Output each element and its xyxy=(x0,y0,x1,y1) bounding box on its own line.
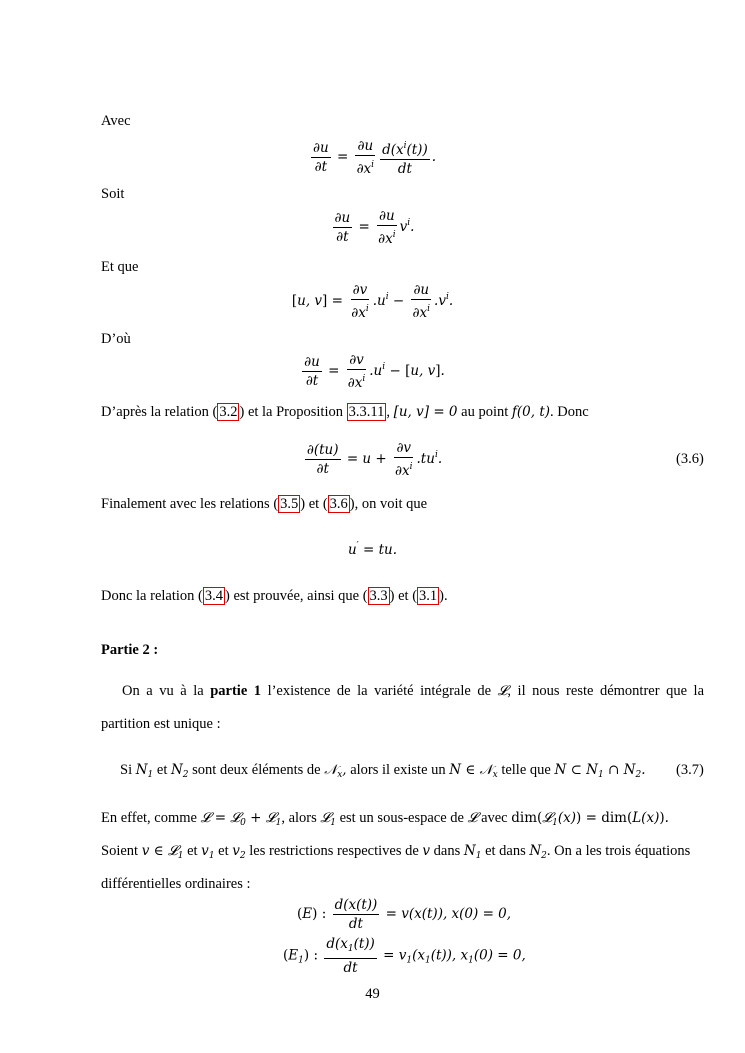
equation-3-6: $\frac{\partial(tu)}{\partial t}$ = u + $\frac{\partial v}{\partial x^i}$ $.tu^i$. xyxy=(306,440,443,479)
equation-number-3-6: (3.6) xyxy=(676,451,704,467)
equation-number-3-7: (3.7) xyxy=(676,762,704,778)
paragraph-soient: Soient v ∈ 𝓛$_1$ et $v_1$ et $v_2$ les restrictions respectives de v dans $N_1$ et dans $N_2$. On a les trois équations xyxy=(101,843,691,861)
paragraph-en-effet: En effet, comme 𝓛 = 𝓛$_0$ + 𝓛$_1$, alors 𝓛$_1$ est un sous-espace de 𝓛 avec dim(𝓛$_1$(x)) = dim(L(x)). xyxy=(101,810,669,828)
link-ref-3-3[interactable]: 3.3 xyxy=(369,588,388,604)
link-ref-3-1[interactable]: 3.1 xyxy=(419,588,438,604)
equation-u-prime: u′ = tu. xyxy=(347,541,398,558)
equation-E1: $(E_1)$ : $\frac{d(x_1(t))}{dt}$ = $v_1(x_1(t))$, $x_1(0) = 0$, xyxy=(283,936,526,976)
link-ref-3-6[interactable]: 3.6 xyxy=(329,496,348,512)
equation-du-dt-v: $\frac{\partial u}{\partial t}$ = $\frac{\partial u}{\partial x^i}$ $v^i$. xyxy=(334,208,415,247)
page-number: 49 xyxy=(365,986,380,1002)
statement-3-7: Si $N_1$ et $N_2$ sont deux éléments de 𝒩$_x$, alors il existe un N ∈ 𝒩$_x$ telle que N ⊂ $N_1$ ∩ $N_2$. xyxy=(120,762,646,780)
label-avec: Avec xyxy=(101,113,131,129)
paragraph-donc: Donc la relation ( 3.4 ) est prouvée, ainsi que ( 3.3 ) et ( 3.1 ). xyxy=(101,588,448,604)
label-soit: Soit xyxy=(101,186,125,202)
equation-E: (E) : $\frac{d(x(t))}{dt}$ = v(x(t)), x(0) = 0, xyxy=(297,897,512,932)
paragraph-dapres: D’après la relation ( 3.2 ) et la Proposition 3.3.11 , [u, v] = 0 au point f(0, t). Donc xyxy=(101,404,589,420)
link-ref-3-2[interactable]: 3.2 xyxy=(219,404,238,420)
link-ref-3-3-11[interactable]: 3.3.11 xyxy=(348,404,385,420)
equation-du-dt-chain: $\frac{\partial u}{\partial t}$ = $\frac{\partial u}{\partial x^i}$ $\frac{d(x^i(t))}{dt}$ . xyxy=(312,138,437,177)
heading-partie-2: Partie 2 : xyxy=(101,642,159,658)
label-et-que: Et que xyxy=(101,259,139,275)
paragraph-differentielles: différentielles ordinaires : xyxy=(101,876,251,892)
link-ref-3-5[interactable]: 3.5 xyxy=(280,496,299,512)
paragraph-finalement: Finalement avec les relations ( 3.5 ) et ( 3.6 ), on voit que xyxy=(101,496,428,512)
label-dou: D’où xyxy=(101,331,131,347)
equation-du-dt-result: $\frac{\partial u}{\partial t}$ = $\frac{\partial v}{\partial x^i}$ $.u^i - [u$, v]. xyxy=(304,352,445,391)
paragraph-partie2-line2: partition est unique : xyxy=(101,716,221,732)
equation-bracket: [u, v] = $\frac{\partial v}{\partial x^i}$ $.u^i$ − $\frac{\partial u}{\partial x^i}$ $.v^i$. xyxy=(291,282,454,321)
link-ref-3-4[interactable]: 3.4 xyxy=(204,588,223,604)
paragraph-partie2-line1: On a vu à la partie 1 l’existence de la variété intégrale de 𝓛, il nous reste démontrer que la xyxy=(122,683,705,699)
